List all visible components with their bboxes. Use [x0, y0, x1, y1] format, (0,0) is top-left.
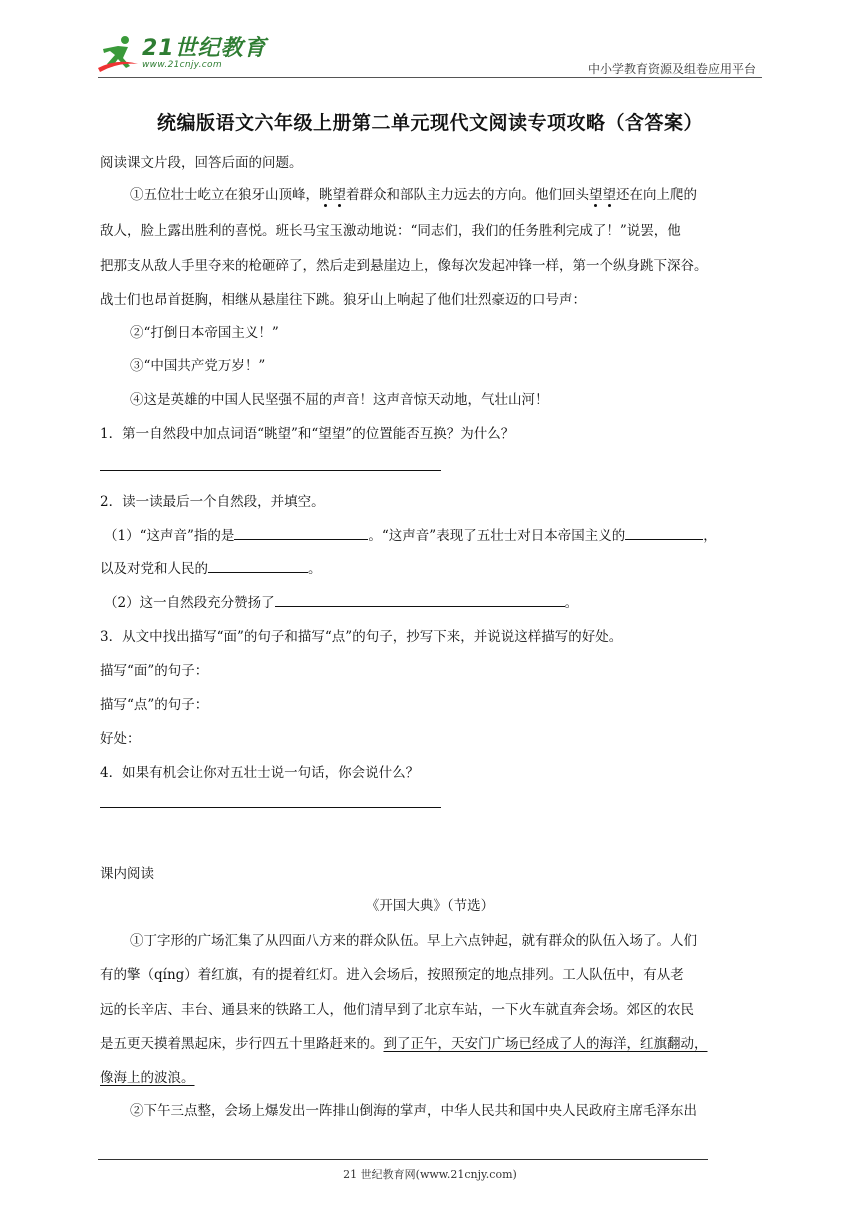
- paragraph-2: ②“打倒日本帝国主义！”: [130, 325, 279, 341]
- underlined-sentence: 像海上的波浪。: [100, 1070, 195, 1086]
- excerpt-line-2: 有的擎（qíng）着红旗，有的提着红灯。进入会场后，按照预定的地点排列。工人队伍中，有从老: [100, 967, 684, 983]
- question-1: 1．第一自然段中加点词语“眺望”和“望望”的位置能否互换？为什么？: [100, 426, 515, 442]
- excerpt-line-4: [100, 1032, 708, 1052]
- page-header: [98, 30, 762, 80]
- question-3-point-prompt: 描写“点”的句子：: [100, 697, 209, 713]
- fill-blank[interactable]: [275, 593, 565, 607]
- text-segment: （2）这一自然段充分赞扬了: [104, 595, 275, 611]
- document-title: 统编版语文六年级上册第二单元现代文阅读专项攻略（含答案）: [156, 112, 703, 134]
- logo-brand: 21世纪教育: [142, 36, 267, 61]
- question-2: 2．读一读最后一个自然段，并填空。: [100, 494, 325, 510]
- paragraph-1-line-4: 战士们也昂首挺胸，相继从悬崖往下跳。狼牙山上响起了他们壮烈豪迈的口号声：: [100, 292, 586, 308]
- paragraph-3: ③“中国共产党万岁！”: [130, 358, 266, 374]
- dotted-char: 望: [332, 187, 346, 203]
- footer-divider: [98, 1159, 708, 1160]
- question-2-2: [104, 591, 578, 611]
- text-segment: ，: [703, 528, 717, 544]
- question-4: 4．如果有机会让你对五壮士说一句话，你会说什么？: [100, 765, 420, 781]
- question-3-benefit-prompt: 好处：: [100, 731, 141, 747]
- excerpt-line-6: ②下午三点整，会场上爆发出一阵排山倒海的掌声，中华人民共和国中央人民政府主席毛泽东出: [130, 1103, 697, 1119]
- text-segment: 。: [564, 595, 579, 611]
- text-segment: 是五更天摸着黑起床，步行四五十里路赶来的。: [100, 1036, 384, 1052]
- text-segment: 着群众和部队主力远去的方向。他们回头: [346, 187, 589, 203]
- platform-label: 中小学教育资源及组卷应用平台: [587, 62, 756, 76]
- excerpt-title: 《开国大典》（节选）: [365, 898, 495, 914]
- excerpt-line-5: [100, 1066, 195, 1086]
- text-segment: 。: [308, 561, 322, 577]
- fill-blank[interactable]: [208, 559, 308, 573]
- text-segment: （1）“这声音”指的是: [104, 528, 235, 544]
- excerpt-line-3: 远的长辛店、丰台、通县来的铁路工人，他们清早到了北京车站，一下火车就直奔会场。郊区的农民: [100, 1002, 694, 1018]
- paragraph-1-line-1: [130, 183, 697, 203]
- section-2-label: 课内阅读: [100, 866, 154, 882]
- fill-blank[interactable]: [625, 526, 703, 540]
- fill-blank[interactable]: [234, 526, 368, 540]
- text-segment: 以及对党和人民的: [100, 561, 208, 577]
- question-3: 3．从文中找出描写“面”的句子和描写“点”的句子，抄写下来，并说说这样描写的好处。: [100, 629, 623, 645]
- reading-instruction: 阅读课文片段，回答后面的问题。: [100, 155, 303, 171]
- question-3-face-prompt: 描写“面”的句子：: [100, 663, 209, 679]
- paragraph-1-line-2: 敌人，脸上露出胜利的喜悦。班长马宝玉激动地说：“同志们，我们的任务胜利完成了！”说罢，他: [100, 223, 681, 239]
- answer-line-q4[interactable]: [100, 807, 441, 808]
- text-segment: 。“这声音”表现了五壮士对日本帝国主义的: [368, 528, 626, 544]
- logo-url: www.21cnjy.com: [142, 60, 222, 70]
- excerpt-line-1: ①丁字形的广场汇集了从四面八方来的群众队伍。早上六点钟起，就有群众的队伍入场了。人们: [130, 933, 697, 949]
- header-divider: [98, 77, 762, 78]
- paragraph-4: ④这是英雄的中国人民坚强不屈的声音！这声音惊天动地，气壮山河！: [130, 392, 549, 408]
- dotted-char: 望: [602, 187, 616, 203]
- site-logo: [98, 34, 267, 74]
- answer-line-q1[interactable]: [100, 470, 441, 471]
- dotted-char: 眺: [319, 187, 333, 203]
- question-2-1: [104, 524, 717, 544]
- underlined-sentence: 到了正午，天安门广场已经成了人的海洋，红旗翻动，: [383, 1036, 708, 1052]
- dotted-char: 望: [589, 187, 603, 203]
- text-segment: 还在向上爬的: [616, 187, 697, 203]
- page-footer: 21 世纪教育网(www.21cnjy.com): [343, 1168, 517, 1181]
- running-man-logo-icon: [98, 34, 140, 74]
- text-segment: ①五位壮士屹立在狼牙山顶峰，: [130, 187, 319, 203]
- paragraph-1-line-3: 把那支从敌人手里夺来的枪砸碎了，然后走到悬崖边上，像每次发起冲锋一样，第一个纵身跳下深谷。: [100, 258, 708, 274]
- question-2-1-cont: [100, 557, 322, 577]
